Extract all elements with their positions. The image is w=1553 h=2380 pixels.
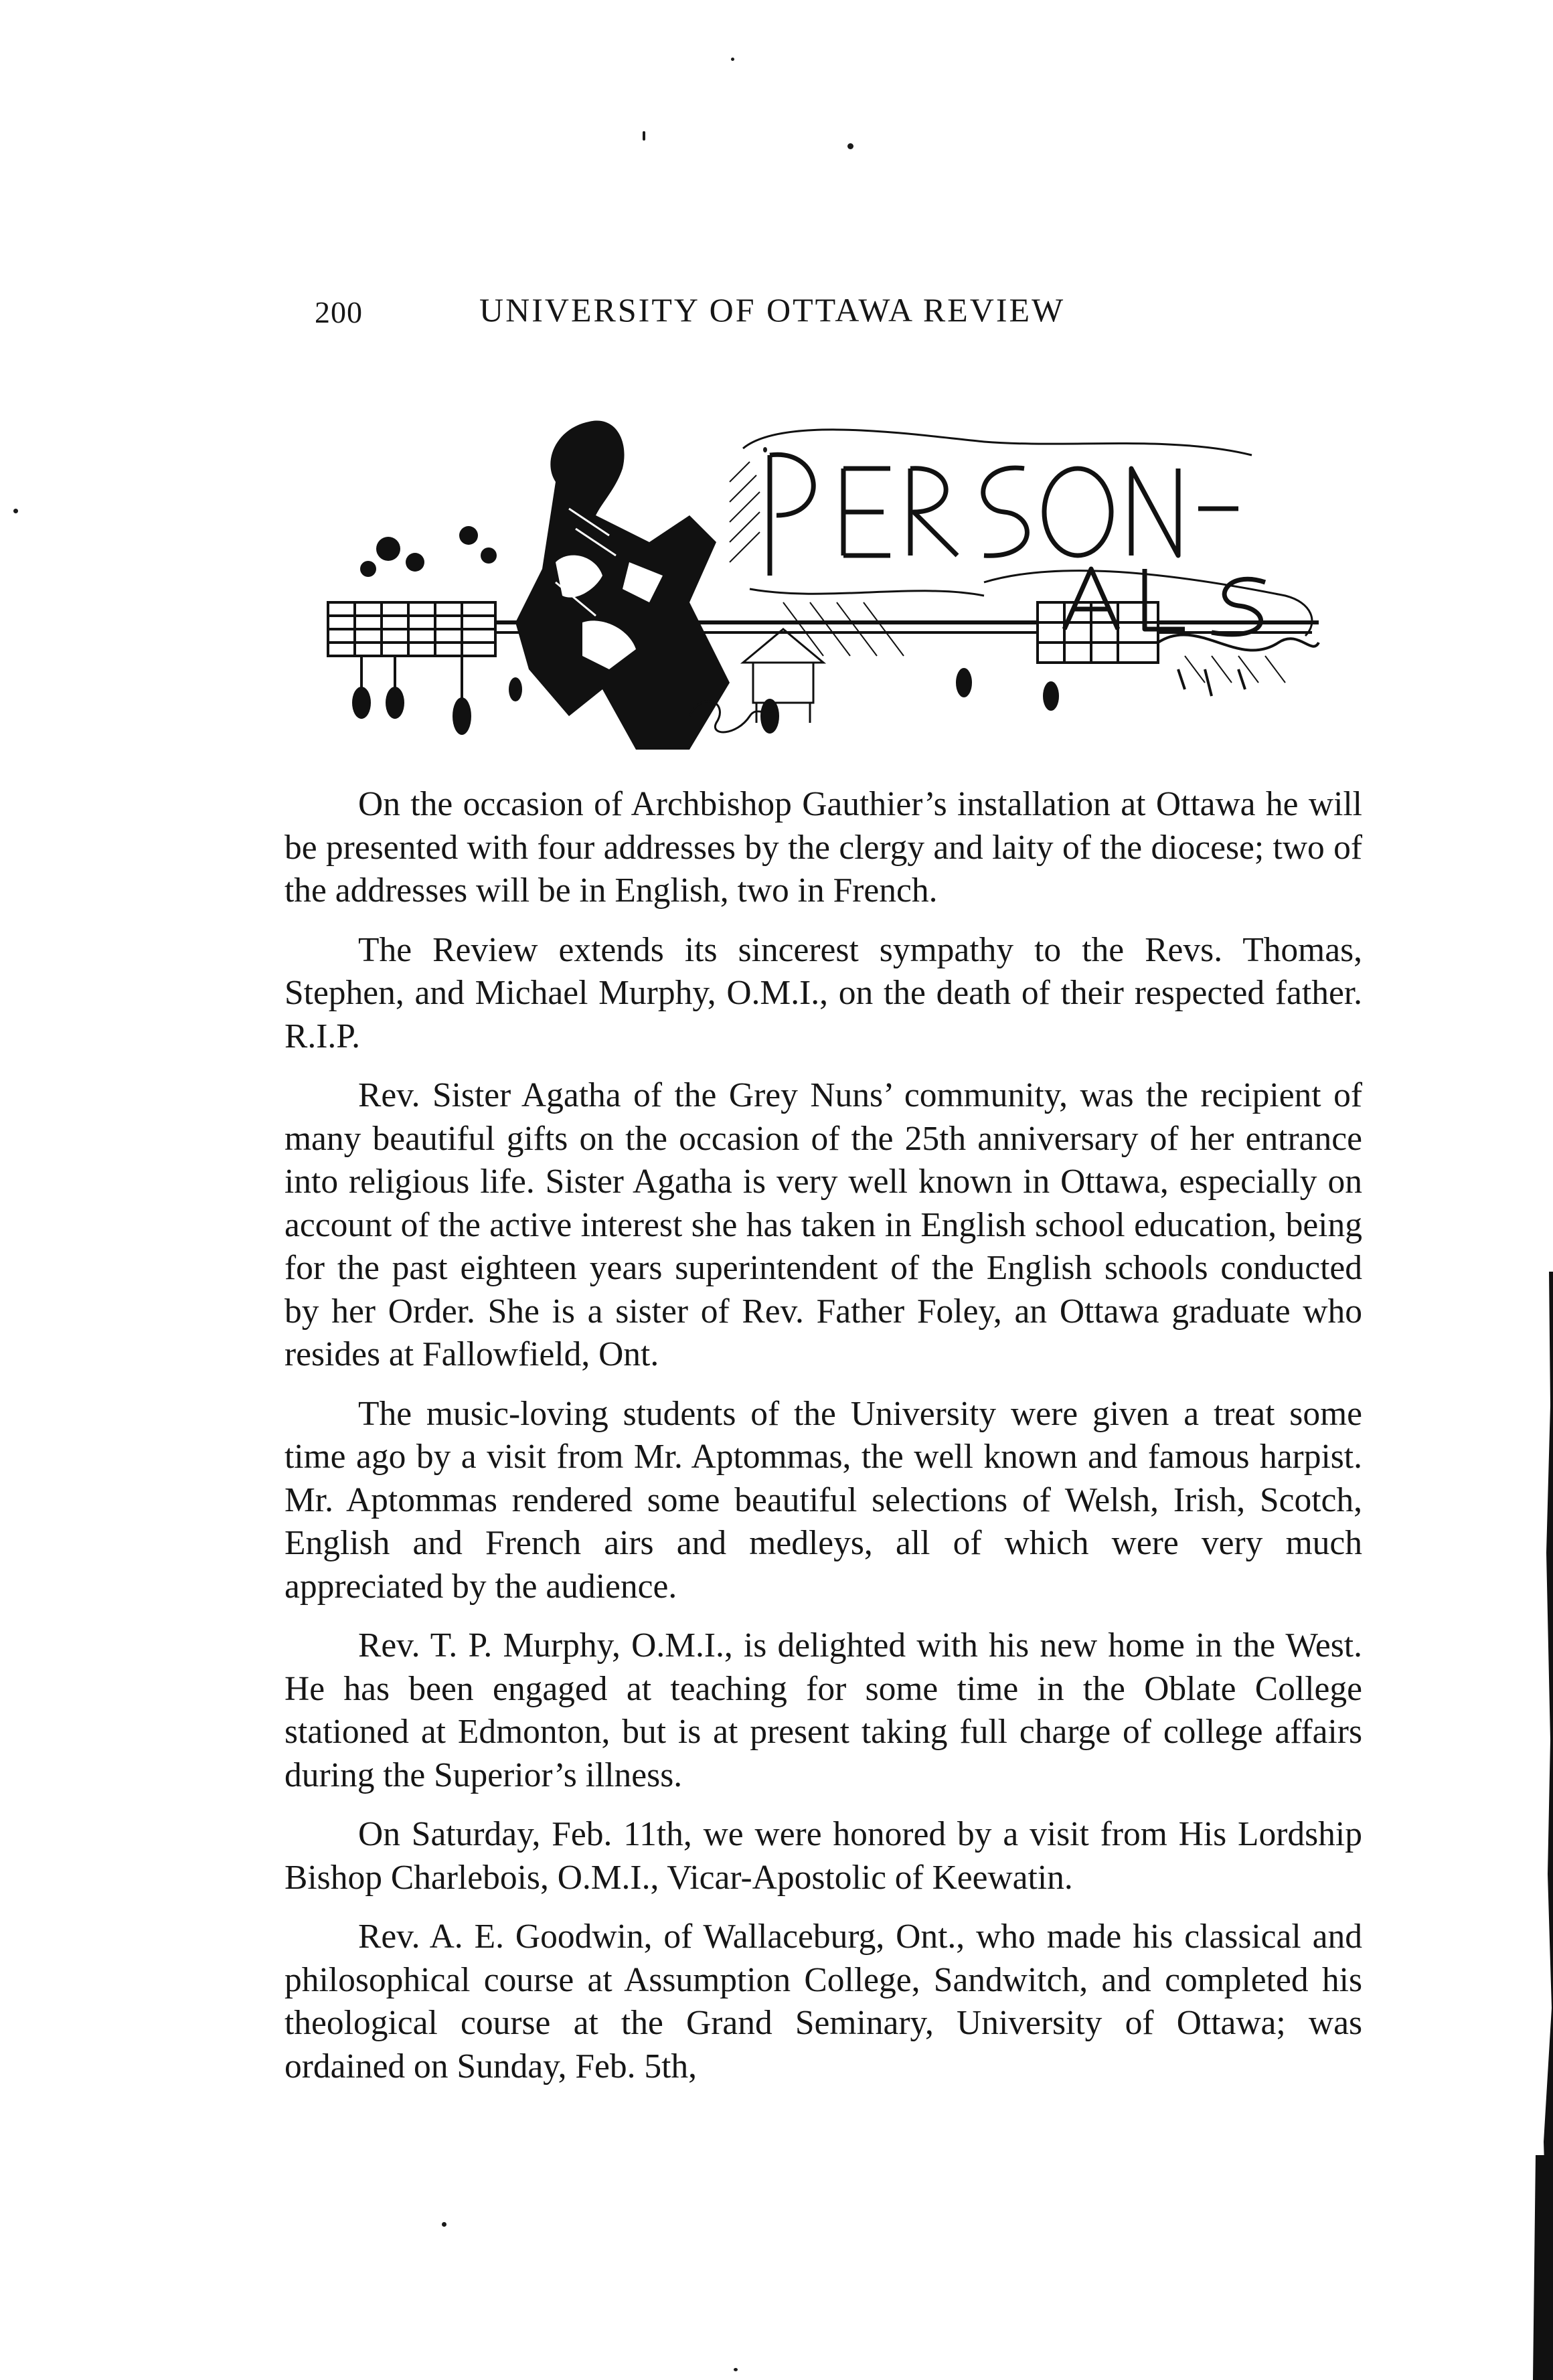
- personals-heading-illustration: [315, 402, 1325, 776]
- heading-ornament-art: [315, 402, 1325, 776]
- scan-speck: [734, 2368, 738, 2371]
- scan-edge-shadow: [1530, 1272, 1553, 2380]
- paragraph-bishop-visit: On Saturday, Feb. 11th, we were honored by a visit from His Lordship Bishop Charlebois, O.M.I., Vicar-Apostolic of Keewatin.: [284, 1815, 1362, 1897]
- scan-speck: [847, 143, 853, 149]
- scan-speck: [643, 131, 645, 141]
- paragraph-sympathy: The Review extends its sincerest sympathy to the Revs. Thomas, Stephen, and Michael Murphy, O.M.I., on the death of their respected father. R.I.P.: [284, 930, 1362, 1055]
- paragraph-sister-agatha: Rev. Sister Agatha of the Grey Nuns’ community, was the recipient of many beautiful gifts on the occasion of the 25th anniversary of her entrance into religious life. Sister Agatha is very well known in Ottawa, especially on account of the active interest she has taken in English school education, being for the past eighteen years superintendent of the English schools conducted by her Order. She is a sister of Rev. Father Foley, an Ottawa graduate who resides at Fallowfield, Ont.: [284, 1076, 1362, 1373]
- page-number: 200: [315, 295, 363, 329]
- paragraph-archbishop-installation: On the occasion of Archbishop Gauthier’s installation at Ottawa he will be presented with four addresses by the clergy and laity of the diocese; two of the addresses will be in English, two in French.: [284, 785, 1362, 910]
- paragraph-rev-murphy: Rev. T. P. Murphy, O.M.I., is delighted with his new home in the West. He has been engaged at teaching for some time in the Oblate College stationed at Edmonton, but is at present taking full charge of college affairs during the Superior’s illness.: [284, 1626, 1362, 1794]
- running-head: [315, 291, 1359, 341]
- personals-article: [284, 783, 1362, 2104]
- paragraph-rev-goodwin: Rev. A. E. Goodwin, of Wallaceburg, Ont., who made his classical and philosophical course at Assumption College, Sandwitch, and completed his theological course at the Grand Seminary, University of Ottawa; was ordained on Sunday, Feb. 5th,: [284, 1918, 1362, 2086]
- scan-speck: [13, 509, 18, 513]
- scan-speck: [763, 447, 767, 452]
- scan-speck: [731, 58, 734, 61]
- journal-title: UNIVERSITY OF OTTAWA REVIEW: [479, 291, 1066, 329]
- paragraph-harpist-visit: The music-loving students of the University were given a treat some time ago by a visit from Mr. Aptommas, the well known and famous harpist. Mr. Aptommas rendered some beautiful selections of Welsh, Irish, Scotch, English and French airs and medleys, all of which were very much appreciated by the audience.: [284, 1394, 1362, 1606]
- scan-speck: [442, 2222, 446, 2227]
